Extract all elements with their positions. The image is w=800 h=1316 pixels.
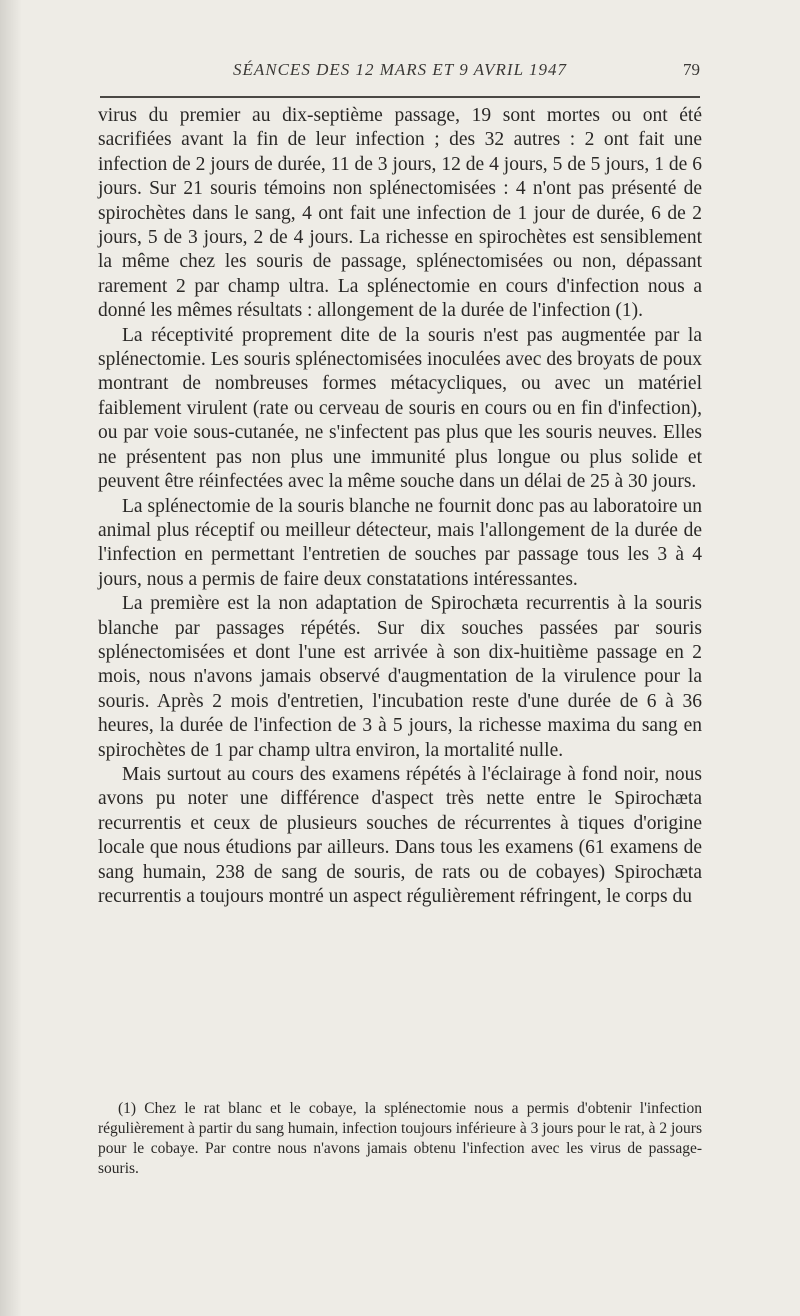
body-text bbox=[98, 104, 702, 909]
paragraph: La splénectomie de la souris blanche ne fournit donc pas au laboratoire un animal plus réceptif ou meilleur détecteur, mais l'allongement de la durée de l'infection en permettant l'entretien de souches par passage tous les 3 à 4 jours, nous a permis de faire deux constatations intéressantes. bbox=[98, 495, 702, 590]
footnote bbox=[98, 1099, 702, 1179]
page-number: 79 bbox=[683, 60, 700, 79]
footnote-text: (1) Chez le rat blanc et le cobaye, la splénectomie nous a permis d'obtenir l'infection régulièrement à partir du sang humain, infection toujours inférieure à 3 jours pour le rat, à 2 jours pour le cobaye. Par contre nous n'avons jamais obtenu l'infection avec les virus de passage-souris. bbox=[98, 1100, 702, 1177]
paragraph: Mais surtout au cours des examens répétés à l'éclairage à fond noir, nous avons pu noter une différence d'aspect très nette entre le Spirochæta recurrentis et ceux de plusieurs souches de récurrentes à tiques d'origine locale que nous étudions par ailleurs. Dans tous les examens (61 examens de sang humain, 238 de sang de souris, de rats ou de cobayes) Spirochæta recurrentis a toujours montré un aspect régulièrement réfringent, le corps du bbox=[98, 763, 702, 907]
paragraph: virus du premier au dix-septième passage, 19 sont mortes ou ont été sacrifiées avant la fin de leur infection ; des 32 autres : 2 ont fait une infection de 2 jours de durée, 11 de 3 jours, 12 de 4 jours, 5 de 5 jours, 1 de 6 jours. Sur 21 souris témoins non splénectomisées : 4 n'ont pas présenté de spirochètes dans le sang, 4 ont fait une infection de 1 jour de durée, 6 de 2 jours, 5 de 3 jours, 2 de 4 jours. La richesse en spirochètes est sensiblement la même chez les souris de passage, splénectomisées ou non, dépassant rarement 2 par champ ultra. La splénectomie en cours d'infection nous a donné les mêmes résultats : allongement de la durée de l'infection (1). bbox=[98, 105, 702, 322]
page-header bbox=[100, 60, 700, 90]
header-rule bbox=[100, 96, 700, 98]
page-edge-shadow bbox=[0, 0, 22, 1316]
running-head: SÉANCES DES 12 MARS ET 9 AVRIL 1947 bbox=[232, 60, 567, 79]
paragraph: La première est la non adaptation de Spirochæta recurrentis à la souris blanche par passages répétés. Sur dix souches passées par souris splénectomisées et dont l'une est arrivée à son dix-huitième passage en 2 mois, nous n'avons jamais observé d'augmentation de la virulence pour la souris. Après 2 mois d'entretien, l'incubation reste d'une durée de 6 à 36 heures, la durée de l'infection de 3 à 5 jours, la richesse maxima du sang en spirochètes de 1 par champ ultra environ, la mortalité nulle. bbox=[98, 593, 702, 761]
paragraph: La réceptivité proprement dite de la souris n'est pas augmentée par la splénectomie. Les souris splénectomisées inoculées avec des broyats de poux montrant de nombreuses formes métacycliques, ou avec un matériel faiblement virulent (rate ou cerveau de souris en cours ou en fin d'infection), ou par voie sous-cutanée, ne s'infectent pas plus que les souris neuves. Elles ne présentent pas non plus une immunité plus longue ou plus solide et peuvent être réinfectées avec la même souche dans un délai de 25 à 30 jours. bbox=[98, 324, 702, 493]
